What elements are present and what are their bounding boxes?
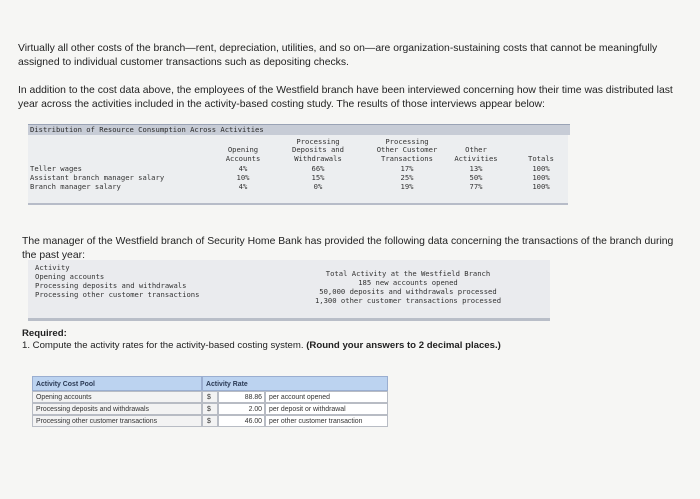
cell-opening: 10%: [236, 173, 250, 182]
header-other-line-1: Other: [465, 145, 487, 154]
activity-rate-input[interactable]: 88.86: [218, 391, 265, 403]
header-opening-line-1: Opening: [227, 145, 259, 154]
activity-cost-pool-header: Activity Cost Pool: [32, 376, 202, 391]
activity-label: Processing other customer transactions: [35, 290, 200, 299]
distribution-table: [28, 124, 568, 204]
cell-processing-other: 25%: [400, 173, 414, 182]
activity-total: 185 new accounts opened: [358, 278, 458, 287]
cost-pool-label: Processing other customer transactions: [32, 415, 202, 427]
cell-total: 100%: [532, 164, 550, 173]
cost-pool-label: Processing deposits and withdrawals: [32, 403, 202, 415]
cell-processing-dw: 66%: [311, 164, 325, 173]
header-processing-dw-line-2: Deposits and: [292, 145, 344, 154]
row-label-branch-manager-salary: Branch manager salary: [30, 182, 121, 191]
intro-paragraph-1: Virtually all other costs of the branch—rent, depreciation, utilities, and so on—are organization-sustaining costs that cannot be meaningfully assigned to individual customer transactions such as depositing checks.: [18, 43, 658, 68]
header-processing-other-line-2: Other Customer: [376, 145, 438, 154]
cell-other-activities: 77%: [469, 182, 483, 191]
rate-unit: per other customer transaction: [265, 415, 388, 427]
header-other-line-2: Activities: [454, 153, 498, 163]
transactions-table: [28, 260, 550, 320]
table-bottom-border: [28, 318, 550, 321]
header-processing-dw-line-1: Processing: [296, 136, 340, 146]
required-label: Required:: [22, 328, 67, 339]
dollar-sign: $: [202, 391, 218, 403]
activity-rate-input[interactable]: 2.00: [218, 403, 265, 415]
cell-other-activities: 13%: [469, 164, 483, 173]
cell-other-activities: 50%: [469, 173, 483, 182]
cost-pool-label: Opening accounts: [32, 391, 202, 403]
activity-label: Opening accounts: [35, 272, 105, 281]
row-label-teller-wages: Teller wages: [30, 164, 82, 173]
activity-rate-input[interactable]: 46.00: [218, 415, 265, 427]
activity-rate-header: Activity Rate: [202, 376, 388, 391]
header-processing-other-line-3: Transactions: [381, 153, 433, 163]
required-section: [22, 328, 501, 352]
cell-processing-other: 19%: [400, 182, 414, 191]
activity-total: 1,300 other customer transactions processed: [314, 296, 502, 305]
cell-processing-dw: 0%: [313, 182, 323, 191]
header-processing-dw-line-3: Withdrawals: [294, 153, 342, 163]
required-item-note: (Round your answers to 2 decimal places.): [306, 340, 501, 351]
dollar-sign: $: [202, 403, 218, 415]
table-bottom-border: [28, 203, 568, 205]
rate-unit: per deposit or withdrawal: [265, 403, 388, 415]
activity-total: 50,000 deposits and withdrawals processed: [319, 287, 497, 296]
header-totals: Totals: [528, 153, 554, 163]
required-item-text: 1. Compute the activity rates for the activity-based costing system.: [22, 340, 304, 351]
activity-header: Activity: [35, 263, 70, 272]
cell-total: 100%: [532, 173, 550, 182]
rate-unit: per account opened: [265, 391, 388, 403]
cell-total: 100%: [532, 182, 550, 191]
total-activity-header: Total Activity at the Westfield Branch: [325, 269, 491, 278]
intro-paragraph-2: In addition to the cost data above, the employees of the Westfield branch have been interviewed concerning how their time was distributed last year across the activities included in the activity-based costing study. The results of those interviews appear below:: [18, 85, 673, 110]
activity-label: Processing deposits and withdrawals: [35, 281, 187, 290]
cell-processing-dw: 15%: [311, 173, 325, 182]
branch-data-paragraph: The manager of the Westfield branch of Security Home Bank has provided the following data concerning the transactions of the branch during the past year:: [22, 236, 674, 261]
header-processing-other-line-1: Processing: [385, 136, 429, 146]
header-opening-line-2: Accounts: [225, 153, 261, 163]
cell-opening: 4%: [238, 164, 248, 173]
distribution-table-title: Distribution of Resource Consumption Across Activities: [28, 124, 570, 135]
cell-opening: 4%: [238, 182, 248, 191]
dollar-sign: $: [202, 415, 218, 427]
row-label-assistant-manager-salary: Assistant branch manager salary: [30, 173, 165, 182]
cell-processing-other: 17%: [400, 164, 414, 173]
